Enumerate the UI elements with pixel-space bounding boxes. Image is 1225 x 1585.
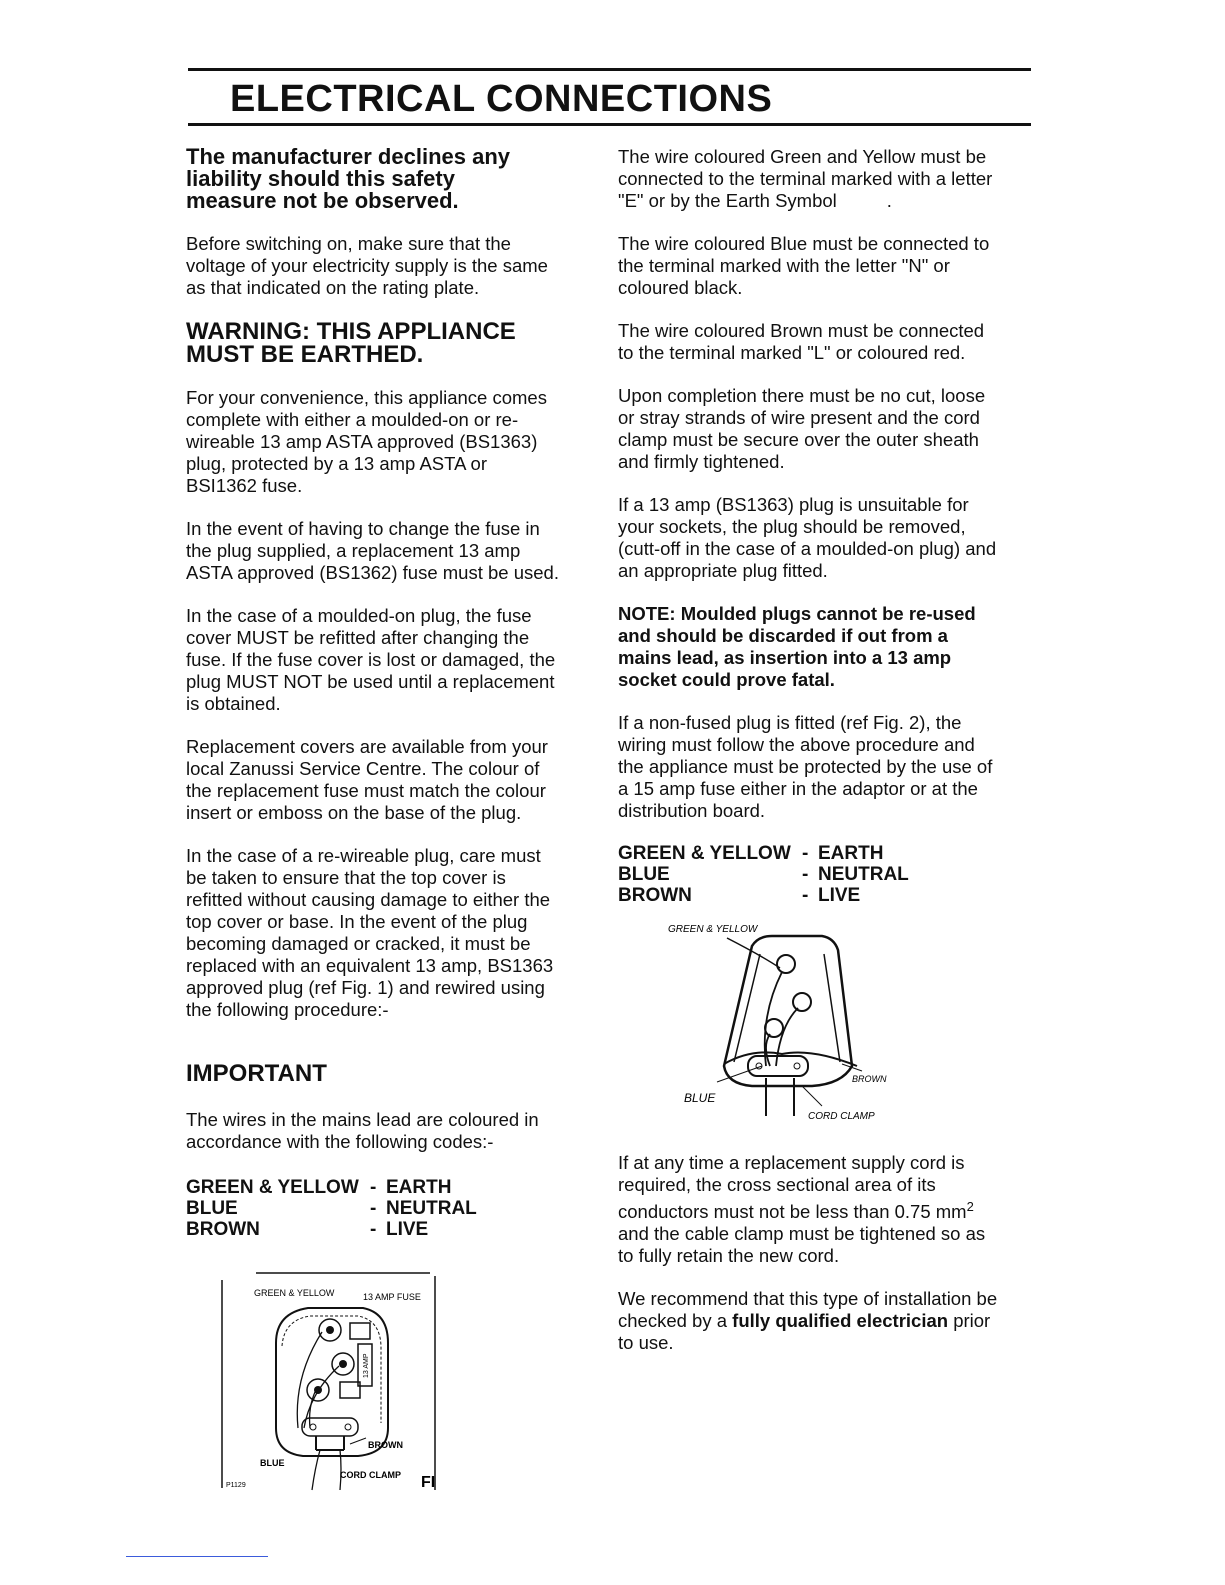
code-wire: BLUE	[618, 864, 670, 885]
important-heading: IMPORTANT	[186, 1060, 327, 1087]
left-colour-codes	[186, 1177, 561, 1240]
code-role: NEUTRAL	[386, 1198, 477, 1219]
fig1-label-blue: BLUE	[260, 1458, 285, 1468]
fig1-label-fuse-side: 13 AMP	[363, 1353, 370, 1378]
recommend-paragraph: We recommend that this type of installation be checked by a fully qualified electrician prior to use.	[618, 1288, 998, 1354]
fig2-label-brown: BROWN	[852, 1074, 887, 1084]
code-role: LIVE	[818, 885, 861, 906]
brown-wire-paragraph: The wire coloured Brown must be connected to the terminal marked "L" or coloured red.	[618, 320, 985, 363]
fig2-label-cord-clamp: CORD CLAMP	[808, 1111, 875, 1122]
left-column	[186, 146, 561, 1240]
fig1-label-code: P1129	[226, 1482, 246, 1489]
fig1-label-fuse: 13 AMP FUSE	[363, 1292, 421, 1302]
right-colour-codes	[618, 843, 998, 906]
code-wire: BLUE	[186, 1198, 238, 1219]
earth-terminal	[777, 955, 795, 973]
rewireable-plug-paragraph: In the case of a re-wireable plug, care must be taken to ensure that the top cover is refitted without causing damage to either the top cover or base. In the event of the plug becoming damaged or cracked, it must be replaced with an equivalent 13 amp, BS1363 approved plug (ref Fig. 1) and rewired using the following procedure:-	[186, 845, 554, 1020]
code-row: GREEN & YELLOW - EARTH	[618, 843, 884, 864]
code-role: LIVE	[386, 1219, 429, 1240]
replacement-covers-paragraph: Replacement covers are available from your local Zanussi Service Centre. The colour of the replacement fuse must match the colour insert or emboss on the base of the plug.	[186, 736, 548, 823]
switching-paragraph: Before switching on, make sure that the voltage of your electricity supply is the same as that indicated on the rating plate.	[186, 233, 548, 298]
fig1-label-green-yellow: GREEN & YELLOW	[254, 1288, 335, 1298]
live-terminal	[793, 993, 811, 1011]
change-fuse-paragraph: In the event of having to change the fuse in the plug supplied, a replacement 13 amp ASTA approved (BS1362) fuse must be used.	[186, 518, 559, 583]
code-row: BROWN - LIVE	[618, 885, 861, 906]
page-title: ELECTRICAL CONNECTIONS	[230, 78, 773, 120]
note-paragraph: NOTE: Moulded plugs cannot be re-used and should be discarded if out from a mains lead, as insertion into a 13 amp socket could prove fatal.	[618, 603, 976, 690]
code-row: BROWN - LIVE	[186, 1219, 429, 1240]
code-row: GREEN & YELLOW - EARTH	[186, 1177, 452, 1198]
code-wire: GREEN & YELLOW	[186, 1177, 359, 1198]
top-rule	[188, 68, 1031, 71]
convenience-paragraph: For your convenience, this appliance comes complete with either a moulded-on or re-wireable 13 amp ASTA approved (BS1363) plug, protected by a 13 amp ASTA or BSI1362 fuse.	[186, 387, 547, 496]
code-wire: BROWN	[618, 885, 692, 906]
fig1-label-cord-clamp: CORD CLAMP	[340, 1470, 401, 1480]
moulded-plug-paragraph: In the case of a moulded-on plug, the fuse cover MUST be refitted after changing the fuse. If the fuse cover is lost or damaged, the plug MUST NOT be used until a replacement is obtained.	[186, 605, 556, 714]
green-yellow-paragraph: The wire coloured Green and Yellow must be connected to the terminal marked with a letter "E" or by the Earth Symbol .	[618, 146, 993, 211]
fig1-plug-diagram	[218, 1268, 443, 1493]
top-pin	[350, 1323, 370, 1339]
unsuitable-plug-paragraph: If a 13 amp (BS1363) plug is unsuitable for your sockets, the plug should be removed, (cutt-off in the case of a moulded-on plug) and an appropriate plug fitted.	[618, 494, 997, 581]
fig1-label-fig: FI	[421, 1474, 436, 1491]
right-column-lower	[618, 1152, 998, 1375]
non-fused-paragraph: If a non-fused plug is fitted (ref Fig. 2), the wiring must follow the above procedure and the appliance must be protected by the use of a 15 amp fuse either in the adaptor or at the distribution board.	[618, 712, 993, 821]
liability-heading: The manufacturer declines any liability should this safety measure not be observed.	[186, 144, 510, 213]
neutral-terminal	[765, 1019, 783, 1037]
fig2-plug-diagram	[662, 916, 912, 1126]
fig2-label-blue: BLUE	[684, 1091, 716, 1105]
codes-intro-paragraph: The wires in the mains lead are coloured in accordance with the following codes:-	[186, 1109, 539, 1152]
mains-cord	[316, 1436, 344, 1450]
replacement-cord-paragraph: If at any time a replacement supply cord is required, the cross sectional area of its conductors must not be less than 0.75 $mm^2$ and the cable clamp must be tightened so as to fully retain the new cord.	[618, 1152, 986, 1267]
code-row: BLUE - NEUTRAL	[618, 864, 909, 885]
title-underline	[188, 123, 1031, 126]
fig1-label-brown: BROWN	[368, 1440, 403, 1450]
cord-clamp	[724, 1052, 857, 1066]
code-role: NEUTRAL	[818, 864, 909, 885]
code-wire: GREEN & YELLOW	[618, 843, 791, 864]
code-wire: BROWN	[186, 1219, 260, 1240]
blue-wire-paragraph: The wire coloured Blue must be connected to the terminal marked with the letter "N" or coloured black.	[618, 233, 990, 298]
neutral-pin	[340, 1382, 360, 1398]
bottom-underline	[126, 1556, 268, 1557]
code-role: EARTH	[818, 843, 884, 864]
fig2-label-green-yellow: GREEN & YELLOW	[668, 924, 758, 935]
warning-heading: WARNING: THIS APPLIANCE MUST BE EARTHED.	[186, 318, 516, 368]
code-role: EARTH	[386, 1177, 452, 1198]
completion-paragraph: Upon completion there must be no cut, loose or stray strands of wire present and the cord clamp must be secure over the outer sheath and firmly tightened.	[618, 385, 986, 472]
code-row: BLUE - NEUTRAL	[186, 1198, 477, 1219]
right-column	[618, 146, 998, 906]
